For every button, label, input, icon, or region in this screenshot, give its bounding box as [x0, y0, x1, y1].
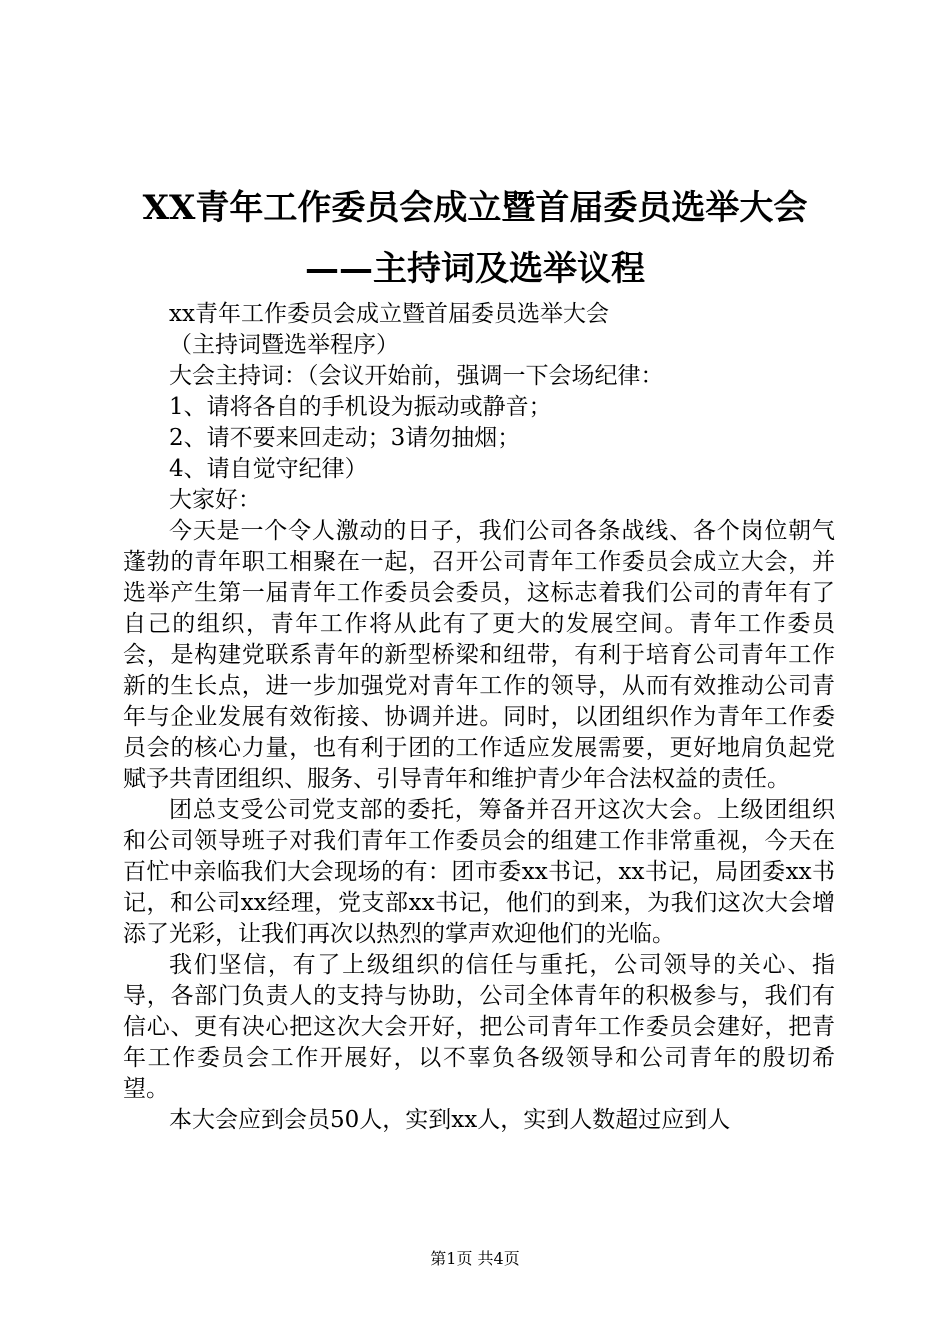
body-line-rule-1: 1、请将各自的手机设为振动或静音； [169, 394, 552, 420]
body-line-rule-4: 4、请自觉守纪律） [169, 456, 368, 482]
body-paragraph-3: 我们坚信，有了上级组织的信任与重托，公司领导的关心、指导，各部门负责人的支持与协助，公司全体青年的积极参与，我们有信心、更有决心把这次大会开好，把公司青年工作委员会建好，把青年工作委员会工作开展好，以不辜负各级领导和公司青年的殷切希望。 [123, 952, 835, 1102]
body-line-host-intro: 大会主持词：（会议开始前，强调一下会场纪律： [169, 363, 664, 389]
document-title-line-1: XX青年工作委员会成立暨首届委员选举大会 [142, 188, 808, 228]
body-line-heading: xx青年工作委员会成立暨首届委员选举大会 [169, 301, 609, 327]
document-body [123, 299, 835, 1136]
page-footer: 第1页 共4页 [430, 1249, 520, 1268]
body-line-rule-2-3: 2、请不要来回走动；3请勿抽烟； [169, 425, 521, 451]
body-line-greeting: 大家好： [169, 487, 261, 513]
body-paragraph-4: 本大会应到会员50人，实到xx人，实到人数超过应到人 [169, 1107, 731, 1133]
body-paragraph-1: 今天是一个令人激动的日子，我们公司各条战线、各个岗位朝气蓬勃的青年职工相聚在一起，召开公司青年工作委员会成立大会，并选举产生第一届青年工作委员会委员，这标志着我们公司的青年有了自己的组织，青年工作将从此有了更大的发展空间。青年工作委员会，是构建党联系青年的新型桥梁和纽带，有利于培育公司青年工作新的生长点，进一步加强党对青年工作的领导，从而有效推动公司青年与企业发展有效衔接、协调并进。同时，以团组织作为青年工作委员会的核心力量，也有利于团的工作适应发展需要，更好地肩负起党赋予共青团组织、服务、引导青年和维护青少年合法权益的责任。 [123, 518, 835, 792]
body-line-subheading: （主持词暨选举程序） [169, 332, 399, 358]
body-paragraph-2: 团总支受公司党支部的委托，筹备并召开这次大会。上级团组织和公司领导班子对我们青年工作委员会的组建工作非常重视，今天在百忙中亲临我们大会现场的有：团市委xx书记，xx书记，局团委xx书记，和公司xx经理，党支部xx书记，他们的到来，为我们这次大会增添了光彩，让我们再次以热烈的掌声欢迎他们的光临。 [123, 797, 835, 947]
document-title-line-2: ——主持词及选举议程 [305, 249, 645, 289]
